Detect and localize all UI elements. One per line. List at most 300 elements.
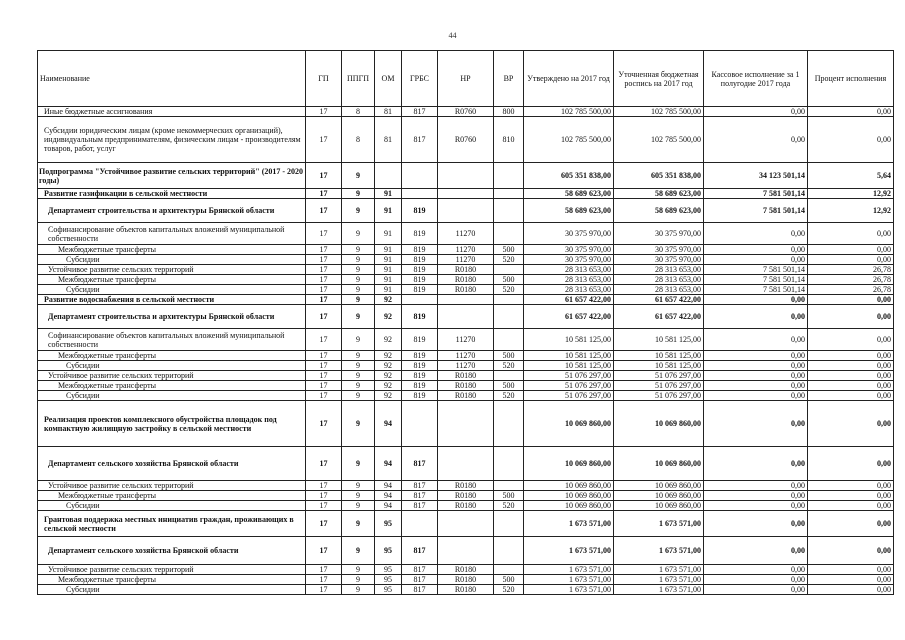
cell-vr: 810 (494, 117, 524, 163)
cell-gp: 17 (306, 117, 342, 163)
cell-vr (494, 537, 524, 565)
cell-approved: 51 076 297,00 (524, 381, 614, 391)
cell-percent: 0,00 (808, 537, 894, 565)
cell-refined: 30 375 970,00 (614, 255, 704, 265)
cell-ppgp: 9 (342, 537, 375, 565)
cell-vr (494, 265, 524, 275)
cell-refined: 10 581 125,00 (614, 351, 704, 361)
cell-nr: R0180 (438, 491, 494, 501)
cell-refined: 28 313 653,00 (614, 285, 704, 295)
cell-name: Подпрограмма "Устойчивое развитие сельских территорий" (2017 - 2020 годы) (38, 163, 306, 189)
cell-nr: 11270 (438, 361, 494, 371)
cell-cash: 0,00 (704, 491, 808, 501)
cell-cash: 0,00 (704, 305, 808, 329)
table-row (38, 255, 894, 265)
table-row (38, 537, 894, 565)
cell-approved: 28 313 653,00 (524, 275, 614, 285)
cell-percent: 26,78 (808, 285, 894, 295)
cell-grbs: 817 (402, 491, 438, 501)
table-row (38, 401, 894, 447)
cell-percent: 0,00 (808, 329, 894, 351)
cell-om: 95 (375, 565, 402, 575)
cell-nr (438, 447, 494, 481)
cell-ppgp: 9 (342, 329, 375, 351)
cell-nr (438, 189, 494, 199)
cell-vr: 520 (494, 391, 524, 401)
header-om: ОМ (375, 51, 402, 107)
cell-refined: 1 673 571,00 (614, 511, 704, 537)
cell-cash: 0,00 (704, 501, 808, 511)
cell-grbs: 819 (402, 305, 438, 329)
cell-nr: R0180 (438, 285, 494, 295)
cell-name: Софинансирование объектов капитальных вложений муниципальной собственности (38, 223, 306, 245)
cell-om (375, 163, 402, 189)
cell-percent: 0,00 (808, 351, 894, 361)
table-row (38, 117, 894, 163)
cell-nr: 11270 (438, 245, 494, 255)
cell-approved: 1 673 571,00 (524, 537, 614, 565)
table-row (38, 285, 894, 295)
table-row (38, 351, 894, 361)
cell-gp: 17 (306, 255, 342, 265)
cell-vr: 520 (494, 361, 524, 371)
header-ppgp: ППГП (342, 51, 375, 107)
cell-nr (438, 537, 494, 565)
table-row (38, 585, 894, 595)
cell-cash: 0,00 (704, 117, 808, 163)
cell-cash: 7 581 501,14 (704, 265, 808, 275)
cell-percent: 0,00 (808, 381, 894, 391)
cell-ppgp: 9 (342, 371, 375, 381)
cell-gp: 17 (306, 351, 342, 361)
cell-refined: 28 313 653,00 (614, 265, 704, 275)
cell-name: Субсидии (38, 255, 306, 265)
cell-gp: 17 (306, 275, 342, 285)
cell-refined: 1 673 571,00 (614, 585, 704, 595)
cell-refined: 10 069 860,00 (614, 491, 704, 501)
cell-refined: 10 581 125,00 (614, 329, 704, 351)
cell-name: Субсидии (38, 501, 306, 511)
table-row (38, 329, 894, 351)
cell-name: Грантовая поддержка местных инициатив граждан, проживающих в сельской местности (38, 511, 306, 537)
table-row (38, 275, 894, 285)
cell-nr: R0760 (438, 107, 494, 117)
table-row (38, 189, 894, 199)
cell-ppgp: 9 (342, 245, 375, 255)
cell-om: 91 (375, 285, 402, 295)
cell-om: 91 (375, 265, 402, 275)
cell-grbs: 819 (402, 391, 438, 401)
cell-refined: 61 657 422,00 (614, 305, 704, 329)
cell-cash: 0,00 (704, 245, 808, 255)
cell-om: 81 (375, 107, 402, 117)
cell-approved: 61 657 422,00 (524, 305, 614, 329)
cell-ppgp: 8 (342, 107, 375, 117)
cell-ppgp: 9 (342, 305, 375, 329)
cell-cash: 0,00 (704, 295, 808, 305)
header-refined: Уточненная бюджетная роспись на 2017 год (614, 51, 704, 107)
cell-vr: 500 (494, 275, 524, 285)
cell-approved: 51 076 297,00 (524, 371, 614, 381)
header-name: Наименование (38, 51, 306, 107)
cell-name: Межбюджетные трансферты (38, 491, 306, 501)
cell-percent: 26,78 (808, 265, 894, 275)
cell-om: 95 (375, 511, 402, 537)
header-approved: Утверждено на 2017 год (524, 51, 614, 107)
cell-ppgp: 9 (342, 401, 375, 447)
cell-ppgp: 9 (342, 199, 375, 223)
cell-nr: R0180 (438, 275, 494, 285)
cell-grbs: 819 (402, 245, 438, 255)
cell-nr: R0180 (438, 371, 494, 381)
cell-refined: 51 076 297,00 (614, 381, 704, 391)
cell-approved: 10 069 860,00 (524, 491, 614, 501)
cell-approved: 58 689 623,00 (524, 189, 614, 199)
header-nr: НР (438, 51, 494, 107)
cell-approved: 30 375 970,00 (524, 245, 614, 255)
cell-ppgp: 9 (342, 447, 375, 481)
cell-percent: 0,00 (808, 565, 894, 575)
header-row (38, 51, 894, 107)
cell-gp: 17 (306, 537, 342, 565)
cell-approved: 10 069 860,00 (524, 501, 614, 511)
cell-gp: 17 (306, 501, 342, 511)
cell-name: Развитие водоснабжения в сельской местности (38, 295, 306, 305)
cell-name: Софинансирование объектов капитальных вложений муниципальной собственности (38, 329, 306, 351)
cell-cash: 0,00 (704, 361, 808, 371)
cell-refined: 30 375 970,00 (614, 245, 704, 255)
cell-om: 91 (375, 189, 402, 199)
cell-cash: 34 123 501,14 (704, 163, 808, 189)
cell-grbs: 817 (402, 481, 438, 491)
table-row (38, 391, 894, 401)
cell-cash: 7 581 501,14 (704, 275, 808, 285)
cell-om: 92 (375, 305, 402, 329)
cell-vr: 520 (494, 285, 524, 295)
cell-grbs: 817 (402, 565, 438, 575)
cell-approved: 61 657 422,00 (524, 295, 614, 305)
cell-grbs: 817 (402, 107, 438, 117)
cell-om: 94 (375, 401, 402, 447)
cell-vr: 800 (494, 107, 524, 117)
cell-refined: 10 069 860,00 (614, 481, 704, 491)
cell-approved: 102 785 500,00 (524, 107, 614, 117)
page-number: 44 (448, 31, 457, 40)
cell-nr: R0760 (438, 117, 494, 163)
cell-vr (494, 295, 524, 305)
cell-vr (494, 565, 524, 575)
cell-ppgp: 8 (342, 117, 375, 163)
cell-nr: 11270 (438, 223, 494, 245)
cell-percent: 0,00 (808, 245, 894, 255)
cell-cash: 0,00 (704, 255, 808, 265)
cell-name: Межбюджетные трансферты (38, 275, 306, 285)
cell-ppgp: 9 (342, 585, 375, 595)
cell-vr: 500 (494, 491, 524, 501)
cell-gp: 17 (306, 361, 342, 371)
cell-om: 94 (375, 501, 402, 511)
cell-gp: 17 (306, 245, 342, 255)
cell-percent: 0,00 (808, 361, 894, 371)
cell-percent: 0,00 (808, 481, 894, 491)
cell-nr: R0180 (438, 381, 494, 391)
table-row (38, 565, 894, 575)
table-row (38, 107, 894, 117)
cell-gp: 17 (306, 295, 342, 305)
cell-grbs: 819 (402, 351, 438, 361)
cell-om: 94 (375, 447, 402, 481)
cell-vr (494, 401, 524, 447)
cell-percent: 0,00 (808, 501, 894, 511)
table-row (38, 447, 894, 481)
cell-cash: 7 581 501,14 (704, 189, 808, 199)
cell-cash: 0,00 (704, 537, 808, 565)
cell-gp: 17 (306, 511, 342, 537)
cell-cash: 0,00 (704, 401, 808, 447)
cell-ppgp: 9 (342, 255, 375, 265)
cell-grbs: 819 (402, 381, 438, 391)
cell-om: 92 (375, 329, 402, 351)
cell-vr: 520 (494, 255, 524, 265)
cell-approved: 28 313 653,00 (524, 265, 614, 275)
cell-grbs: 819 (402, 199, 438, 223)
cell-cash: 0,00 (704, 223, 808, 245)
cell-ppgp: 9 (342, 295, 375, 305)
header-cash: Кассовое исполнение за 1 полугодие 2017 года (704, 51, 808, 107)
table-row (38, 199, 894, 223)
cell-gp: 17 (306, 491, 342, 501)
cell-grbs: 819 (402, 371, 438, 381)
cell-ppgp: 9 (342, 275, 375, 285)
cell-refined: 102 785 500,00 (614, 117, 704, 163)
cell-ppgp: 9 (342, 223, 375, 245)
header-gp: ГП (306, 51, 342, 107)
cell-approved: 1 673 571,00 (524, 565, 614, 575)
cell-om: 92 (375, 381, 402, 391)
cell-cash: 0,00 (704, 481, 808, 491)
cell-gp: 17 (306, 381, 342, 391)
cell-approved: 102 785 500,00 (524, 117, 614, 163)
table-row (38, 511, 894, 537)
cell-om: 91 (375, 223, 402, 245)
cell-cash: 0,00 (704, 371, 808, 381)
cell-ppgp: 9 (342, 189, 375, 199)
cell-grbs (402, 163, 438, 189)
cell-ppgp: 9 (342, 565, 375, 575)
cell-refined: 1 673 571,00 (614, 565, 704, 575)
cell-name: Субсидии (38, 585, 306, 595)
table-row (38, 305, 894, 329)
cell-nr: R0180 (438, 391, 494, 401)
cell-name: Субсидии юридическим лицам (кроме некоммерческих организаций), индивидуальным предпринимателям, физическим лицам - производителям товаров, работ, услуг (38, 117, 306, 163)
cell-name: Устойчивое развитие сельских территорий (38, 565, 306, 575)
cell-vr (494, 371, 524, 381)
cell-ppgp: 9 (342, 285, 375, 295)
cell-nr: 11270 (438, 329, 494, 351)
cell-ppgp: 9 (342, 163, 375, 189)
cell-approved: 10 581 125,00 (524, 329, 614, 351)
cell-percent: 12,92 (808, 199, 894, 223)
cell-vr (494, 223, 524, 245)
cell-name: Устойчивое развитие сельских территорий (38, 481, 306, 491)
cell-vr: 500 (494, 381, 524, 391)
cell-nr (438, 401, 494, 447)
cell-approved: 28 313 653,00 (524, 285, 614, 295)
cell-vr (494, 189, 524, 199)
cell-refined: 30 375 970,00 (614, 223, 704, 245)
cell-approved: 51 076 297,00 (524, 391, 614, 401)
cell-nr (438, 295, 494, 305)
table-row (38, 295, 894, 305)
cell-cash: 0,00 (704, 351, 808, 361)
cell-name: Субсидии (38, 361, 306, 371)
cell-refined: 605 351 838,00 (614, 163, 704, 189)
cell-gp: 17 (306, 285, 342, 295)
cell-om: 94 (375, 491, 402, 501)
cell-vr: 520 (494, 501, 524, 511)
cell-refined: 10 069 860,00 (614, 401, 704, 447)
cell-percent: 0,00 (808, 255, 894, 265)
table-row (38, 381, 894, 391)
cell-cash: 7 581 501,14 (704, 285, 808, 295)
cell-grbs (402, 511, 438, 537)
cell-percent: 0,00 (808, 511, 894, 537)
cell-gp: 17 (306, 401, 342, 447)
table-row (38, 371, 894, 381)
table-row (38, 163, 894, 189)
table-row (38, 501, 894, 511)
cell-om: 81 (375, 117, 402, 163)
cell-nr: 11270 (438, 351, 494, 361)
cell-grbs: 819 (402, 223, 438, 245)
cell-percent: 0,00 (808, 305, 894, 329)
cell-cash: 0,00 (704, 585, 808, 595)
cell-nr: R0180 (438, 565, 494, 575)
cell-gp: 17 (306, 163, 342, 189)
cell-percent: 0,00 (808, 585, 894, 595)
cell-name: Межбюджетные трансферты (38, 575, 306, 585)
table-row (38, 265, 894, 275)
cell-refined: 1 673 571,00 (614, 575, 704, 585)
cell-ppgp: 9 (342, 391, 375, 401)
cell-gp: 17 (306, 447, 342, 481)
table-row (38, 245, 894, 255)
cell-approved: 10 069 860,00 (524, 481, 614, 491)
cell-nr: R0180 (438, 501, 494, 511)
cell-vr (494, 329, 524, 351)
cell-nr (438, 305, 494, 329)
cell-percent: 5,64 (808, 163, 894, 189)
cell-nr: R0180 (438, 265, 494, 275)
cell-refined: 51 076 297,00 (614, 371, 704, 381)
cell-ppgp: 9 (342, 361, 375, 371)
cell-name: Субсидии (38, 391, 306, 401)
cell-cash: 0,00 (704, 381, 808, 391)
cell-name: Иные бюджетные ассигнования (38, 107, 306, 117)
cell-percent: 0,00 (808, 223, 894, 245)
cell-om: 91 (375, 255, 402, 265)
cell-grbs (402, 295, 438, 305)
cell-percent: 0,00 (808, 391, 894, 401)
table-body (38, 107, 894, 595)
cell-approved: 58 689 623,00 (524, 199, 614, 223)
cell-approved: 30 375 970,00 (524, 255, 614, 265)
cell-om: 92 (375, 351, 402, 361)
cell-ppgp: 9 (342, 265, 375, 275)
cell-ppgp: 9 (342, 575, 375, 585)
cell-approved: 10 069 860,00 (524, 447, 614, 481)
cell-ppgp: 9 (342, 481, 375, 491)
cell-nr: R0180 (438, 481, 494, 491)
cell-cash: 0,00 (704, 329, 808, 351)
cell-name: Департамент сельского хозяйства Брянской области (38, 447, 306, 481)
cell-gp: 17 (306, 329, 342, 351)
cell-refined: 58 689 623,00 (614, 189, 704, 199)
cell-refined: 102 785 500,00 (614, 107, 704, 117)
cell-cash: 0,00 (704, 511, 808, 537)
cell-grbs: 819 (402, 329, 438, 351)
header-percent: Процент исполнения (808, 51, 894, 107)
cell-vr: 500 (494, 575, 524, 585)
cell-om: 91 (375, 245, 402, 255)
cell-name: Межбюджетные трансферты (38, 381, 306, 391)
cell-gp: 17 (306, 199, 342, 223)
cell-ppgp: 9 (342, 501, 375, 511)
cell-name: Межбюджетные трансферты (38, 351, 306, 361)
cell-grbs: 817 (402, 537, 438, 565)
cell-grbs: 819 (402, 275, 438, 285)
cell-vr: 500 (494, 245, 524, 255)
cell-grbs: 819 (402, 361, 438, 371)
cell-vr: 500 (494, 351, 524, 361)
cell-cash: 7 581 501,14 (704, 199, 808, 223)
cell-percent: 0,00 (808, 107, 894, 117)
cell-approved: 10 069 860,00 (524, 401, 614, 447)
cell-gp: 17 (306, 565, 342, 575)
cell-refined: 1 673 571,00 (614, 537, 704, 565)
cell-gp: 17 (306, 575, 342, 585)
cell-cash: 0,00 (704, 391, 808, 401)
header-grbs: ГРБС (402, 51, 438, 107)
cell-refined: 10 581 125,00 (614, 361, 704, 371)
cell-gp: 17 (306, 107, 342, 117)
cell-name: Департамент строительства и архитектуры Брянской области (38, 305, 306, 329)
cell-approved: 1 673 571,00 (524, 511, 614, 537)
cell-grbs: 819 (402, 285, 438, 295)
header-vr: ВР (494, 51, 524, 107)
table-row (38, 481, 894, 491)
cell-name: Межбюджетные трансферты (38, 245, 306, 255)
cell-grbs: 819 (402, 255, 438, 265)
cell-nr: R0180 (438, 585, 494, 595)
cell-refined: 10 069 860,00 (614, 501, 704, 511)
cell-name: Субсидии (38, 285, 306, 295)
cell-grbs: 817 (402, 585, 438, 595)
cell-name: Развитие газификации в сельской местности (38, 189, 306, 199)
cell-om: 92 (375, 295, 402, 305)
cell-grbs: 819 (402, 265, 438, 275)
cell-gp: 17 (306, 223, 342, 245)
cell-grbs: 817 (402, 447, 438, 481)
cell-vr (494, 199, 524, 223)
table-row (38, 223, 894, 245)
cell-grbs (402, 189, 438, 199)
cell-refined: 58 689 623,00 (614, 199, 704, 223)
cell-name: Устойчивое развитие сельских территорий (38, 371, 306, 381)
cell-ppgp: 9 (342, 351, 375, 361)
cell-cash: 0,00 (704, 575, 808, 585)
budget-table (37, 50, 894, 595)
